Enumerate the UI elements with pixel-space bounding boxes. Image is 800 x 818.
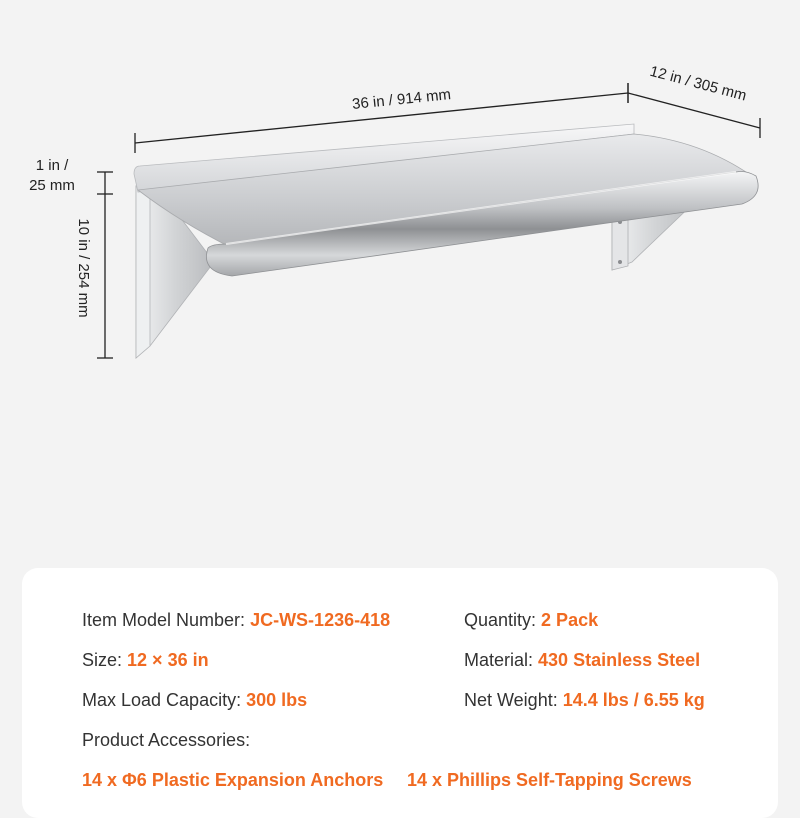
quantity-label: Quantity: [464, 610, 542, 630]
height-dimension [97, 172, 113, 358]
shelf-drawing [134, 124, 758, 358]
material-value: 430 Stainless Steel [538, 650, 701, 670]
accessory-anchors: 14 x Φ6 Plastic Expansion Anchors [82, 770, 384, 790]
weight-label: Net Weight: [464, 690, 563, 710]
size-row [82, 650, 209, 671]
material-label: Material: [464, 650, 539, 670]
model-label: Item Model Number: [82, 610, 251, 630]
accessory-screws: 14 x Phillips Self-Tapping Screws [407, 770, 692, 790]
height-label: 10 in / 254 mm [75, 218, 92, 318]
load-value: 300 lbs [246, 690, 308, 710]
quantity-row [464, 610, 598, 631]
quantity-value: 2 Pack [541, 610, 599, 630]
backsplash-label-1: 1 in / [35, 157, 69, 174]
size-value: 12 × 36 in [127, 650, 209, 670]
model-row [82, 610, 390, 631]
material-row [464, 650, 700, 671]
size-label: Size: [82, 650, 128, 670]
weight-row [464, 690, 705, 711]
spec-card [22, 568, 778, 818]
backsplash-label-2: 25 mm [29, 177, 75, 194]
model-value: JC-WS-1236-418 [250, 610, 391, 630]
load-row [82, 690, 307, 711]
width-label: 36 in / 914 mm [351, 86, 452, 113]
accessories-label: Product Accessories: [82, 730, 251, 750]
weight-value: 14.4 lbs / 6.55 kg [562, 690, 705, 710]
load-label: Max Load Capacity: [82, 690, 247, 710]
depth-label: 12 in / 305 mm [648, 62, 749, 105]
